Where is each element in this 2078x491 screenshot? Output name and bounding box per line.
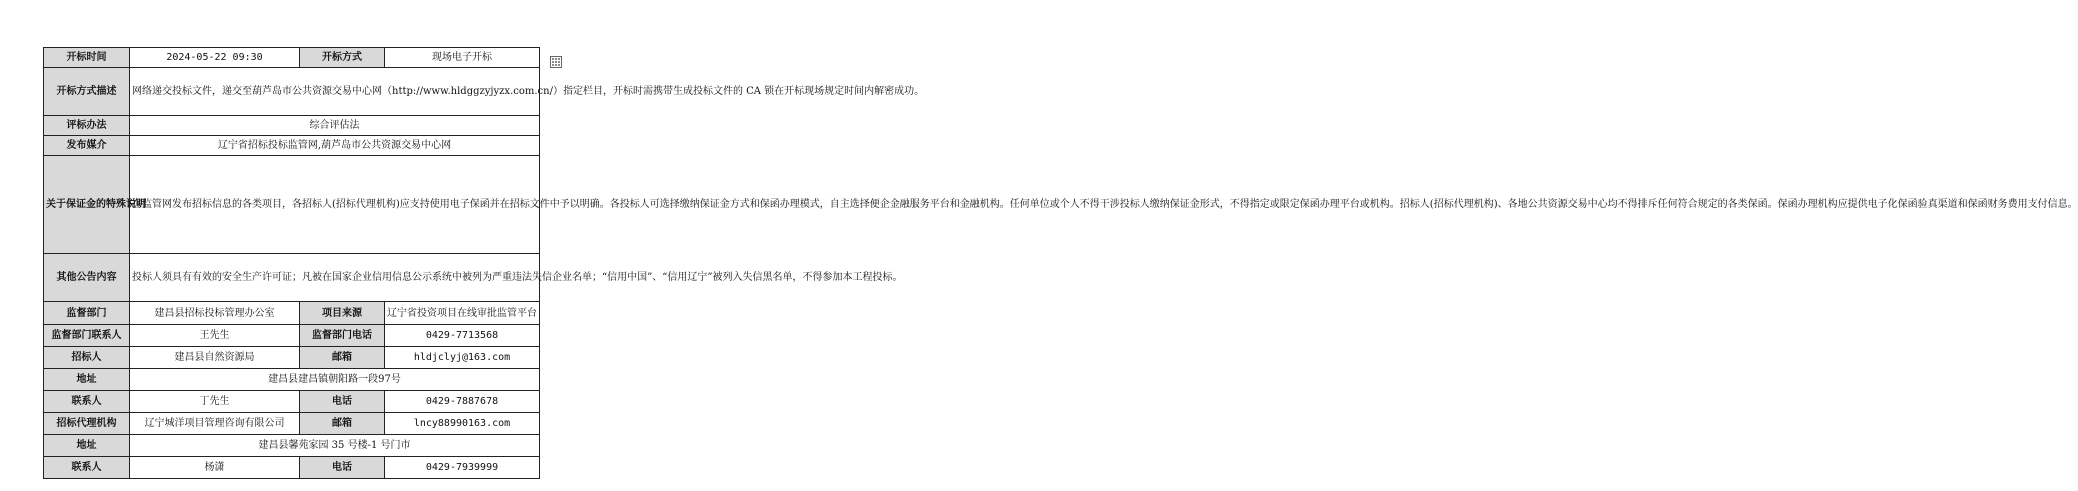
open-time-label: 开标时间 <box>44 48 130 68</box>
row-tenderer <box>44 347 540 369</box>
tenderer-value: 建昌县自然资源局 <box>130 347 300 369</box>
open-time-value: 2024-05-22 09:30 <box>130 48 300 68</box>
eval-label: 评标办法 <box>44 116 130 136</box>
tenderer-phone: 0429-7887678 <box>385 391 540 413</box>
row-agency <box>44 413 540 435</box>
agency-email: lncy88990163.com <box>385 413 540 435</box>
media-label: 发布媒介 <box>44 136 130 156</box>
open-desc-label: 开标方式描述 <box>44 68 130 116</box>
supervisor-label: 监督部门 <box>44 302 130 325</box>
supervisor-value: 建昌县招标投标管理办公室 <box>130 302 300 325</box>
agency-address-label: 地址 <box>44 435 130 457</box>
row-open-time <box>44 48 540 68</box>
open-mode-value: 现场电子开标 <box>385 48 540 68</box>
tenderer-contact: 丁先生 <box>130 391 300 413</box>
row-tenderer-contact <box>44 391 540 413</box>
agency-contact-label: 联系人 <box>44 457 130 479</box>
agency-email-label: 邮箱 <box>300 413 385 435</box>
row-agency-address <box>44 435 540 457</box>
agency-value: 辽宁城洋项目管理咨询有限公司 <box>130 413 300 435</box>
agency-phone: 0429-7939999 <box>385 457 540 479</box>
sup-contact-label: 监督部门联系人 <box>44 325 130 347</box>
tenderer-label: 招标人 <box>44 347 130 369</box>
tenderer-address-label: 地址 <box>44 369 130 391</box>
guarantee-value: 在监管网发布招标信息的各类项目，各招标人(招标代理机构)应支持使用电子保函并在招标文件中予以明确。各投标人可选择缴纳保证金方式和保函办理模式，自主选择便企金融服务平台和金融机构。任何单位或个人不得干涉投标人缴纳保证金形式，不得指定或限定保函办理平台或机构。招标人(招标代理机构)、各地公共资源交易中心均不得排斥任何符合规定的各类保函。保函办理机构应提供电子化保函验真渠道和保函财务费用支付信息。 <box>130 156 540 254</box>
row-guarantee <box>44 156 540 254</box>
agency-label: 招标代理机构 <box>44 413 130 435</box>
tenderer-address: 建昌县建昌镇朝阳路一段97号 <box>130 369 540 391</box>
source-value: 辽宁省投资项目在线审批监管平台 <box>385 302 540 325</box>
other-label: 其他公告内容 <box>44 254 130 302</box>
tenderer-email-label: 邮箱 <box>300 347 385 369</box>
tenderer-email: hldjclyj@163.com <box>385 347 540 369</box>
agency-phone-label: 电话 <box>300 457 385 479</box>
tenderer-phone-label: 电话 <box>300 391 385 413</box>
source-label: 项目来源 <box>300 302 385 325</box>
tenderer-contact-label: 联系人 <box>44 391 130 413</box>
sup-contact-value: 王先生 <box>130 325 300 347</box>
agency-contact: 杨潇 <box>130 457 300 479</box>
eval-value: 综合评估法 <box>130 116 540 136</box>
row-media <box>44 136 540 156</box>
sup-phone-label: 监督部门电话 <box>300 325 385 347</box>
guarantee-label: 关于保证金的特殊说明 <box>44 156 130 254</box>
tender-info-table <box>43 47 2078 479</box>
row-eval <box>44 116 540 136</box>
agency-address: 建昌县馨苑家园 35 号楼-1 号门市 <box>130 435 540 457</box>
row-agency-contact <box>44 457 540 479</box>
open-desc-value: 网络递交投标文件，递交至葫芦岛市公共资源交易中心网（http://www.hldggzyjyzx.com.cn/）指定栏目，开标时需携带生成投标文件的 CA 锁在开标现场规定时间内解密成功。 <box>130 68 540 116</box>
grid-icon[interactable] <box>550 56 562 68</box>
media-value: 辽宁省招标投标监管网,葫芦岛市公共资源交易中心网 <box>130 136 540 156</box>
sup-phone-value: 0429-7713568 <box>385 325 540 347</box>
row-supervisor-contact <box>44 325 540 347</box>
row-supervisor <box>44 302 540 325</box>
row-open-desc <box>44 68 540 116</box>
row-other <box>44 254 540 302</box>
open-mode-label: 开标方式 <box>300 48 385 68</box>
row-tenderer-address <box>44 369 540 391</box>
other-value: 投标人须具有有效的安全生产许可证；凡被在国家企业信用信息公示系统中被列为严重违法失信企业名单；“信用中国”、“信用辽宁”被列入失信黑名单，不得参加本工程投标。 <box>130 254 540 302</box>
